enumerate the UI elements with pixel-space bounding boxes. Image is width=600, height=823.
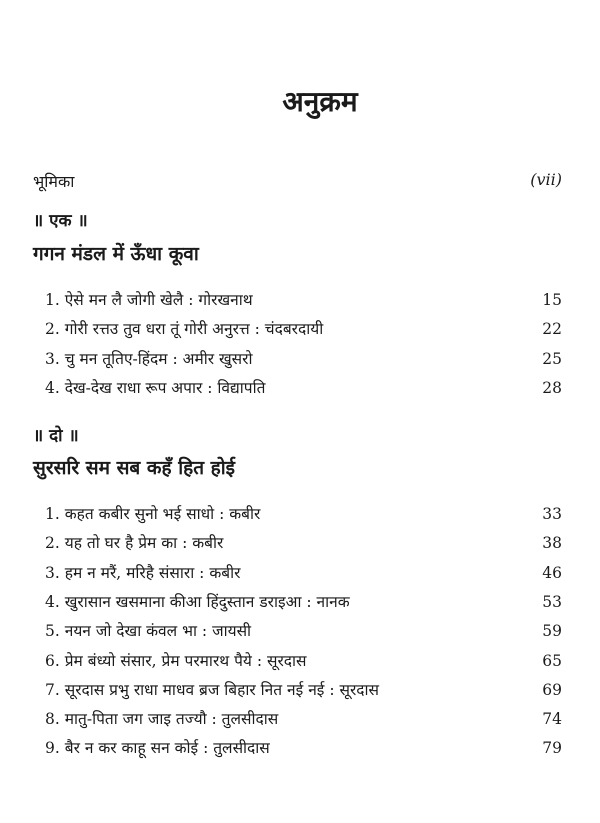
- toc-entry-page: 28: [542, 378, 562, 397]
- toc-entry[interactable]: [45, 647, 562, 676]
- toc-entry[interactable]: [45, 286, 562, 315]
- toc-entry-title: 4. खुरासान खसमाना कीआ हिंदुस्तान डराइआ : नानक: [45, 592, 350, 611]
- toc-entry-page: 53: [542, 592, 562, 611]
- toc-entry-title: 5. नयन जो देखा कंवल भा : जायसी: [45, 622, 252, 641]
- toc-entry-page: 33: [542, 505, 562, 523]
- toc-entry-page: 38: [542, 534, 562, 553]
- toc-entry-title: 2. यह तो घर है प्रेम का : कबीर: [45, 534, 224, 553]
- toc-entry[interactable]: [45, 588, 562, 617]
- toc-entry[interactable]: [45, 705, 562, 734]
- toc-entry[interactable]: [45, 559, 562, 588]
- toc-entry-title: 4. देख-देख राधा रूप अपार : विद्यापति: [45, 378, 266, 397]
- toc-entry-page: 25: [542, 349, 562, 368]
- preface-page: (vii): [530, 170, 562, 189]
- toc-entry-title: 8. मातु-पिता जग जाइ तज्यौ : तुलसीदास: [45, 710, 279, 729]
- toc-entry[interactable]: [45, 315, 562, 344]
- toc-entry-page: 79: [542, 739, 562, 758]
- toc-entry-title: 3. हम न मरैं, मरिहै संसारा : कबीर: [45, 563, 241, 582]
- page-title: अनुक्रम: [282, 85, 358, 118]
- toc-entry[interactable]: [45, 617, 562, 646]
- toc-entry-title: 9. बैर न कर काहू सन कोई : तुलसीदास: [45, 739, 270, 758]
- toc-entry-page: 65: [542, 651, 562, 670]
- section-heading-two: सुरसरि सम सब कहँ हित होई: [33, 457, 235, 479]
- toc-entry-page: 74: [542, 710, 562, 729]
- toc-entry-page: 59: [542, 622, 562, 641]
- part-marker-two: ॥ दो ॥: [33, 426, 79, 446]
- toc-entry[interactable]: [45, 529, 562, 558]
- toc-entry[interactable]: [45, 676, 562, 705]
- toc-entry[interactable]: [45, 374, 562, 403]
- toc-entry-page: 46: [542, 563, 562, 582]
- toc-entry-title: 2. गोरी रत्तउ तुव धरा तूं गोरी अनुरत्त : चंदबरदायी: [45, 320, 324, 339]
- toc-entry-title: 1. कहत कबीर सुनो भई साधो : कबीर: [45, 505, 261, 523]
- toc-entry-title: 6. प्रेम बंध्यो संसार, प्रेम परमारथ पैये : सूरदास: [45, 651, 307, 670]
- section-heading-one: गगन मंडल में ऊँधा कूवा: [33, 243, 199, 265]
- toc-entry-page: 22: [542, 320, 562, 339]
- part-marker-one: ॥ एक ॥: [33, 211, 88, 231]
- toc-entry-page: 15: [542, 291, 562, 309]
- toc-entry-title: 7. सूरदास प्रभु राधा माधव ब्रज बिहार नित नई नई : सूरदास: [45, 680, 380, 699]
- toc-entry[interactable]: [45, 734, 562, 763]
- toc-entry-title: 1. ऐसे मन लै जोगी खेलै : गोरखनाथ: [45, 291, 253, 309]
- preface-label[interactable]: भूमिका: [33, 172, 75, 191]
- toc-entry[interactable]: [45, 345, 562, 374]
- toc-entry-title: 3. चु मन तूतिए-हिंदम : अमीर खुसरो: [45, 349, 253, 368]
- toc-entry[interactable]: [45, 500, 562, 529]
- toc-entry-page: 69: [542, 680, 562, 699]
